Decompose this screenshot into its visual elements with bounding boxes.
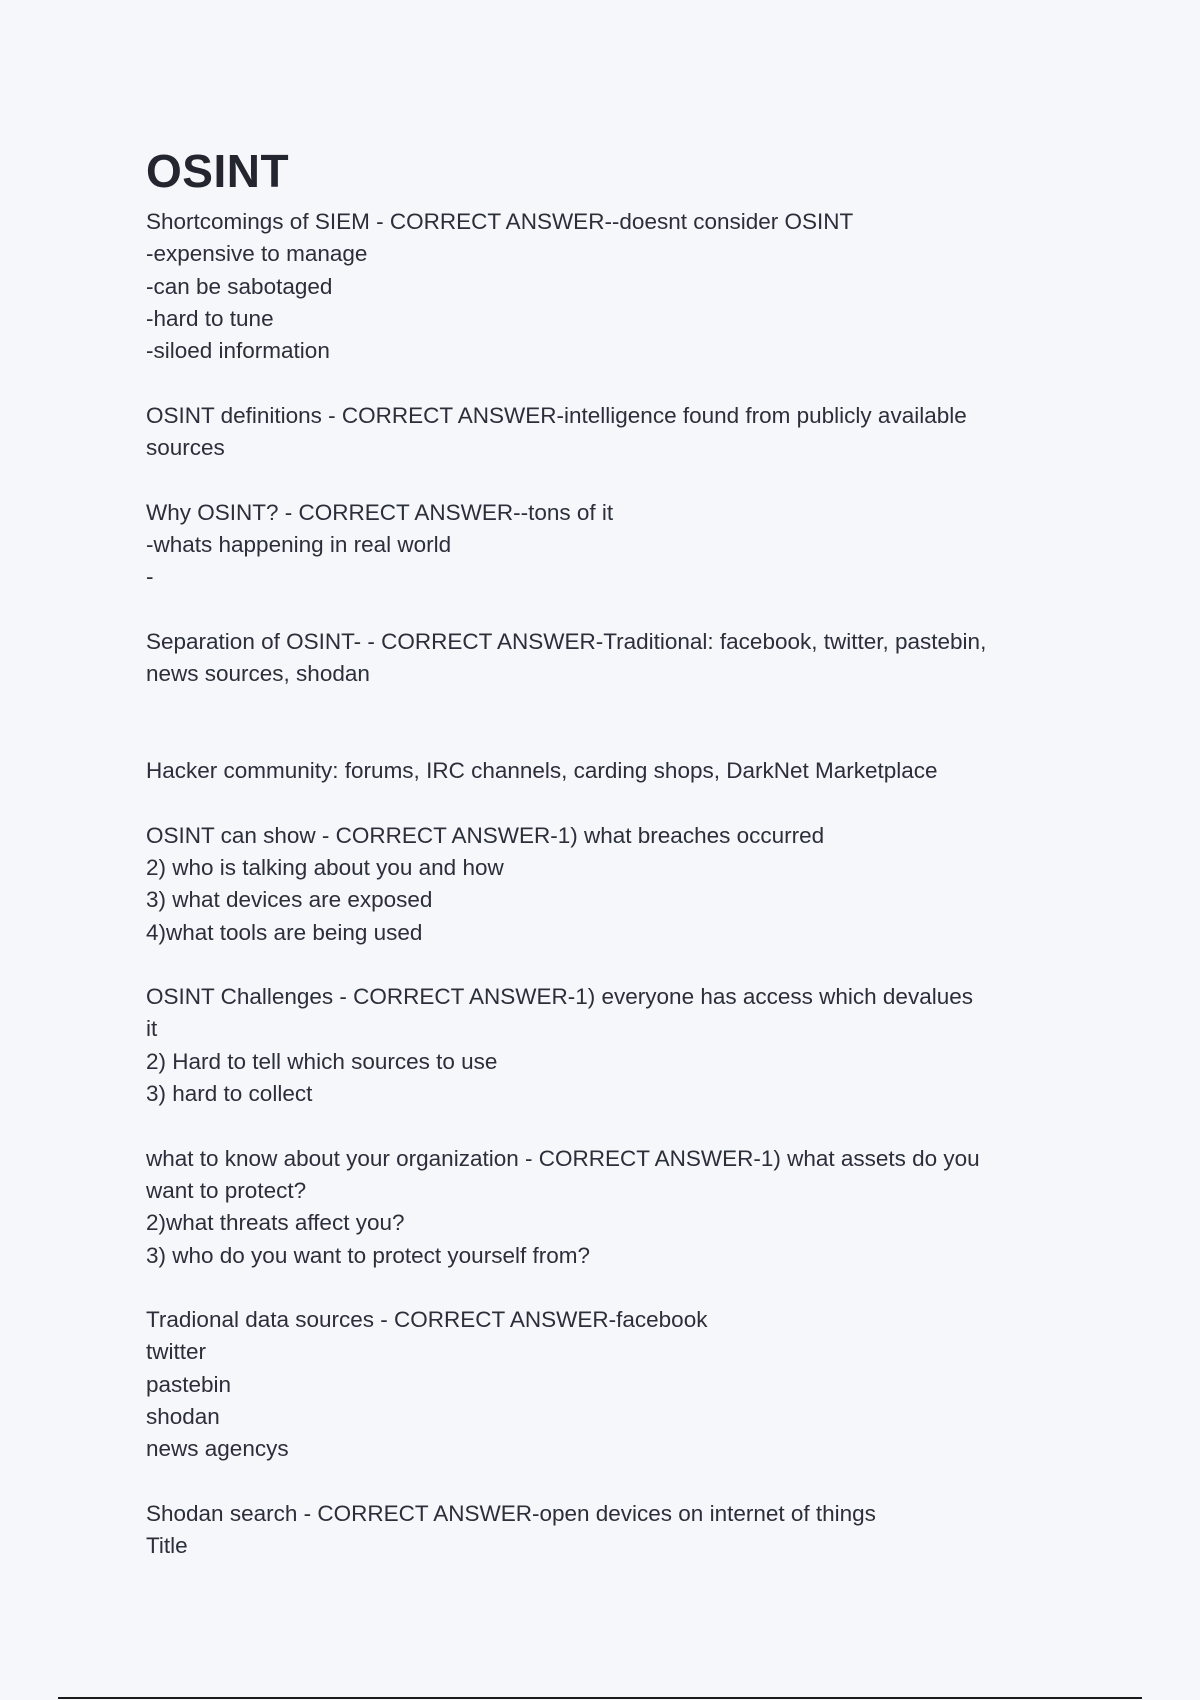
text-line: news agencys bbox=[146, 1436, 289, 1462]
text-line: OSINT Challenges - CORRECT ANSWER-1) everyone has access which devalues bbox=[146, 984, 973, 1010]
text-line: Shodan search - CORRECT ANSWER-open devices on internet of things bbox=[146, 1500, 876, 1526]
text-line: news sources, shodan bbox=[146, 661, 370, 687]
text-line: shodan bbox=[146, 1403, 220, 1429]
text-line: 3) what devices are exposed bbox=[146, 887, 433, 913]
text-line: 3) hard to collect bbox=[146, 1081, 313, 1107]
text-line: 2) who is talking about you and how bbox=[146, 854, 504, 880]
page-bottom-rule bbox=[58, 1697, 1142, 1699]
text-line: -can be sabotaged bbox=[146, 273, 333, 299]
blank-line bbox=[146, 464, 1076, 496]
document-title: OSINT bbox=[146, 145, 290, 197]
blank-line bbox=[146, 723, 1076, 755]
text-line: -whats happening in real world bbox=[146, 531, 452, 557]
document-content bbox=[146, 140, 1076, 1562]
blank-line bbox=[146, 949, 1076, 981]
text-line: Why OSINT? - CORRECT ANSWER--tons of it bbox=[146, 499, 614, 525]
text-line: - bbox=[146, 564, 154, 590]
blank-line bbox=[146, 1110, 1076, 1142]
blank-line bbox=[146, 367, 1076, 399]
text-line: Title bbox=[146, 1533, 188, 1559]
text-line: -expensive to manage bbox=[146, 241, 368, 267]
text-line: 2)what threats affect you? bbox=[146, 1210, 405, 1236]
document-body bbox=[146, 206, 1076, 1562]
blank-line bbox=[146, 594, 1076, 626]
text-line: 4)what tools are being used bbox=[146, 919, 423, 945]
blank-line bbox=[146, 787, 1076, 819]
text-line: -hard to tune bbox=[146, 305, 274, 331]
text-line: twitter bbox=[146, 1339, 207, 1365]
blank-line bbox=[146, 1466, 1076, 1498]
blank-line bbox=[146, 1272, 1076, 1304]
text-line: it bbox=[146, 1016, 158, 1042]
text-line: what to know about your organization - CORRECT ANSWER-1) what assets do you bbox=[146, 1145, 980, 1171]
text-line: Separation of OSINT- - CORRECT ANSWER-Traditional: facebook, twitter, pastebin, bbox=[146, 628, 987, 654]
text-line: 3) who do you want to protect yourself from? bbox=[146, 1242, 590, 1268]
text-line: Hacker community: forums, IRC channels, carding shops, DarkNet Marketplace bbox=[146, 758, 938, 784]
text-line: want to protect? bbox=[146, 1177, 307, 1203]
text-line: Shortcomings of SIEM - CORRECT ANSWER--doesnt consider OSINT bbox=[146, 209, 854, 234]
text-line: 2) Hard to tell which sources to use bbox=[146, 1048, 498, 1074]
text-line: Tradional data sources - CORRECT ANSWER-facebook bbox=[146, 1307, 708, 1333]
text-line: -siloed information bbox=[146, 338, 330, 364]
text-line: pastebin bbox=[146, 1371, 232, 1397]
blank-line bbox=[146, 690, 1076, 722]
text-line: OSINT can show - CORRECT ANSWER-1) what breaches occurred bbox=[146, 822, 825, 848]
text-line: sources bbox=[146, 435, 225, 461]
text-line: OSINT definitions - CORRECT ANSWER-intelligence found from publicly available bbox=[146, 402, 967, 428]
